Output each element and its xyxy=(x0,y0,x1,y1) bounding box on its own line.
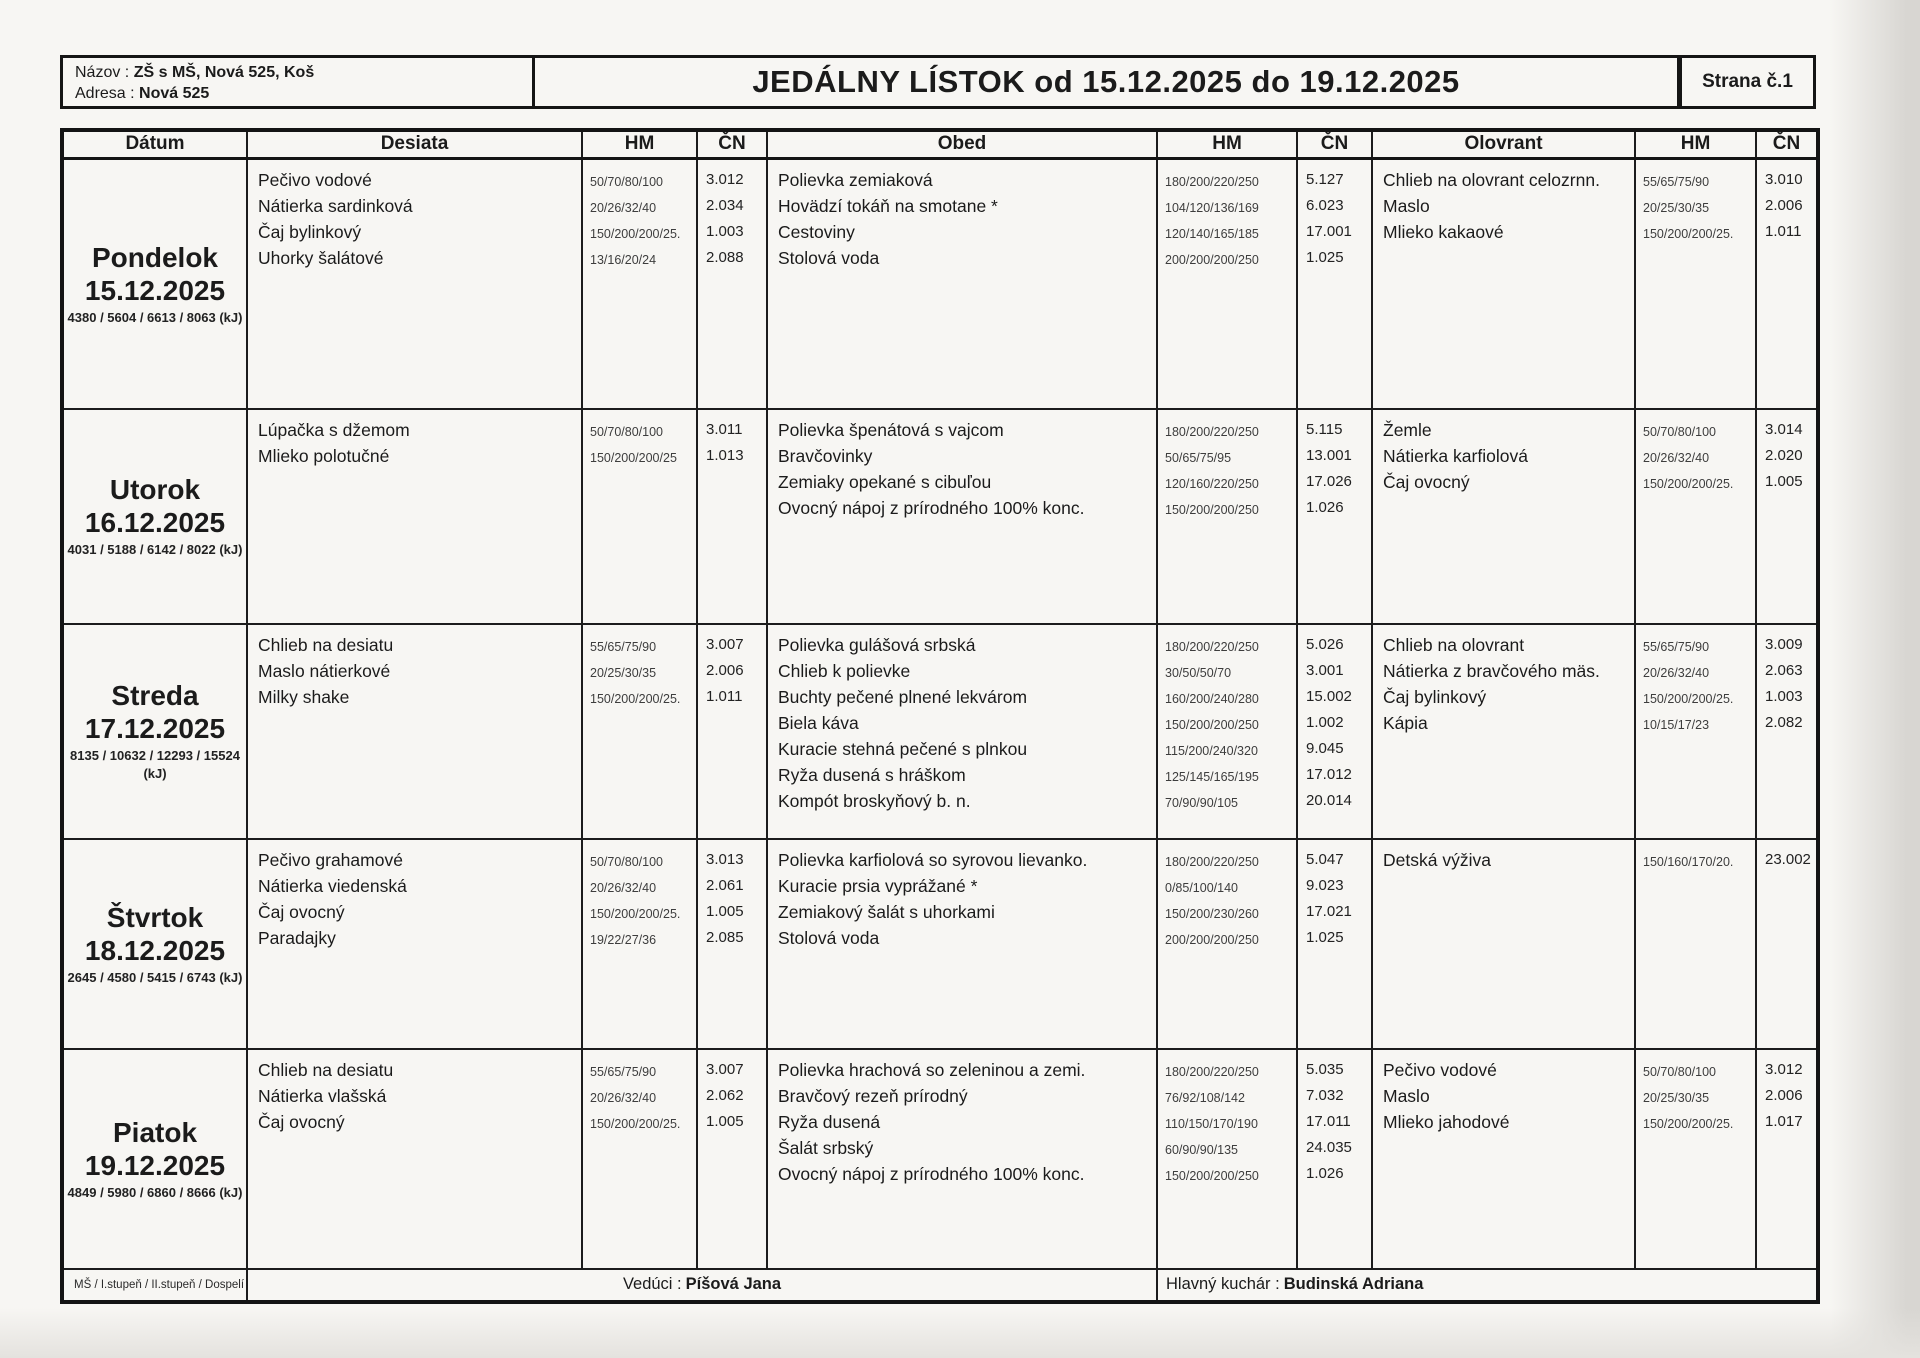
day-name: Pondelok xyxy=(91,241,218,273)
day-date: 15.12.2025 xyxy=(84,274,226,306)
menu-table xyxy=(60,128,1820,1304)
dish-hm: 150/200/200/25. xyxy=(1643,227,1734,241)
dish-hm: 160/200/240/280 xyxy=(1165,691,1259,706)
dish-name: Nátierka z bravčového mäs. xyxy=(1383,660,1600,681)
dish-name: Chlieb k polievke xyxy=(778,660,911,681)
olovrant-items-cell xyxy=(1372,159,1635,409)
desiata-hm-cell xyxy=(582,839,697,1049)
obed-items-cell xyxy=(767,159,1157,409)
dish-hm: 0/85/100/140 xyxy=(1165,880,1238,895)
dish-name: Maslo xyxy=(1383,1085,1430,1106)
desiata-cn-cell xyxy=(697,159,767,409)
dish-cn: 17.026 xyxy=(1306,472,1352,490)
dish-cn: 1.005 xyxy=(1765,472,1803,490)
desiata-cn-cell xyxy=(697,409,767,624)
obed-hm-cell xyxy=(1157,1049,1297,1269)
portion-groups-note: MŠ / I.stupeň / II.stupeň / Dospelí xyxy=(62,1269,247,1302)
day-date-cell xyxy=(62,159,247,409)
dish-name: Pečivo vodové xyxy=(258,170,372,190)
dish-cn: 23.002 xyxy=(1765,850,1811,868)
obed-hm-cell xyxy=(1157,159,1297,409)
col-header-hm-1: HM xyxy=(582,130,697,159)
dish-hm: 20/26/32/40 xyxy=(590,880,657,895)
dish-cn: 3.014 xyxy=(1765,420,1803,438)
dish-hm: 20/26/32/40 xyxy=(590,1090,657,1105)
dish-name: Kápia xyxy=(1383,712,1428,733)
dish-hm: 55/65/75/90 xyxy=(1643,639,1710,654)
dish-name: Chlieb na olovrant celozrnn. xyxy=(1383,170,1600,190)
dish-cn: 3.010 xyxy=(1765,171,1803,188)
dish-hm: 110/150/170/190 xyxy=(1165,1116,1258,1131)
menu-table-body xyxy=(62,159,1818,1269)
dish-cn: 5.026 xyxy=(1306,635,1344,653)
dish-name: Ovocný nápoj z prírodného 100% konc. xyxy=(778,1163,1085,1184)
dish-hm: 120/160/220/250 xyxy=(1165,476,1259,491)
dish-cn: 3.013 xyxy=(706,850,744,868)
dish-name: Ryža dusená s hráškom xyxy=(778,764,966,785)
dish-cn: 1.003 xyxy=(1765,687,1803,705)
day-date-cell xyxy=(62,839,247,1049)
dish-name: Polievka karfiolová so syrovou lievanko. xyxy=(778,849,1088,870)
dish-cn: 3.007 xyxy=(706,635,744,653)
school-info-box xyxy=(60,55,535,109)
nazov-value: ZŠ s MŠ, Nová 525, Koš xyxy=(133,64,315,81)
dish-name: Mlieko jahodové xyxy=(1383,1111,1510,1132)
olovrant-hm-cell xyxy=(1635,159,1756,409)
desiata-hm-cell xyxy=(582,159,697,409)
olovrant-items-cell xyxy=(1372,624,1635,839)
col-header-cn-1: ČN xyxy=(697,130,767,159)
dish-cn: 2.061 xyxy=(706,876,744,894)
dish-hm: 180/200/220/250 xyxy=(1165,175,1259,189)
dish-name: Čaj ovocný xyxy=(258,1111,345,1132)
nazov-label: Názov : xyxy=(75,64,130,81)
dish-hm: 20/26/32/40 xyxy=(590,201,657,215)
dish-hm: 55/65/75/90 xyxy=(590,639,657,654)
olovrant-hm-cell xyxy=(1635,1049,1756,1269)
dish-hm: 10/15/17/23 xyxy=(1643,717,1710,732)
dish-cn: 3.001 xyxy=(1306,661,1344,679)
dish-name: Uhorky šalátové xyxy=(258,248,384,268)
obed-hm-cell xyxy=(1157,839,1297,1049)
day-kj-values: 4380 / 5604 / 6613 / 8063 (kJ) xyxy=(67,309,243,325)
desiata-hm-cell xyxy=(582,409,697,624)
desiata-cn-cell xyxy=(697,839,767,1049)
olovrant-hm-cell xyxy=(1635,839,1756,1049)
obed-cn-cell xyxy=(1297,1049,1372,1269)
olovrant-cn-cell xyxy=(1756,1049,1818,1269)
day-row-utorok xyxy=(62,409,1818,624)
col-header-desiata: Desiata xyxy=(247,130,582,159)
dish-name: Detská výživa xyxy=(1383,849,1491,870)
dish-cn: 3.007 xyxy=(706,1060,744,1078)
dish-hm: 76/92/108/142 xyxy=(1165,1090,1245,1105)
dish-name: Kuracie prsia vyprážané * xyxy=(778,875,978,896)
obed-hm-cell xyxy=(1157,624,1297,839)
dish-name: Ovocný nápoj z prírodného 100% konc. xyxy=(778,497,1085,518)
day-row-streda xyxy=(62,624,1818,839)
olovrant-cn-cell xyxy=(1756,624,1818,839)
adresa-label: Adresa : xyxy=(75,85,135,102)
dish-name: Čaj bylinkový xyxy=(258,222,362,242)
day-name: Štvrtok xyxy=(106,901,204,933)
dish-hm: 180/200/220/250 xyxy=(1165,424,1259,439)
day-row-štvrtok xyxy=(62,839,1818,1049)
dish-name: Bravčový rezeň prírodný xyxy=(778,1085,968,1106)
obed-cn-cell xyxy=(1297,624,1372,839)
dish-cn: 13.001 xyxy=(1306,446,1352,464)
page-number-box xyxy=(1680,55,1816,109)
kuchar-cell xyxy=(1157,1269,1818,1302)
veduci-cell xyxy=(247,1269,1157,1302)
dish-hm: 20/25/30/35 xyxy=(590,665,657,680)
olovrant-items-cell xyxy=(1372,839,1635,1049)
dish-cn: 5.047 xyxy=(1306,850,1344,868)
dish-cn: 17.011 xyxy=(1306,1112,1351,1130)
dish-name: Buchty pečené plnené lekvárom xyxy=(778,686,1028,707)
olovrant-hm-cell xyxy=(1635,409,1756,624)
school-name-line xyxy=(75,62,532,83)
dish-hm: 13/16/20/24 xyxy=(590,253,657,267)
dish-hm: 150/200/200/25. xyxy=(1643,691,1734,706)
olovrant-hm-cell xyxy=(1635,624,1756,839)
desiata-items-cell xyxy=(247,409,582,624)
dish-name: Chlieb na olovrant xyxy=(1383,634,1525,655)
dish-name: Maslo xyxy=(1383,196,1430,216)
dish-cn: 7.032 xyxy=(1306,1086,1344,1104)
dish-cn: 3.009 xyxy=(1765,635,1803,653)
day-date: 16.12.2025 xyxy=(84,507,226,538)
dish-hm: 50/70/80/100 xyxy=(590,424,663,439)
dish-cn: 17.001 xyxy=(1306,223,1352,240)
olovrant-cn-cell xyxy=(1756,839,1818,1049)
dish-cn: 3.011 xyxy=(706,420,743,438)
dish-name: Čaj ovocný xyxy=(258,901,345,922)
menu-table-footer xyxy=(62,1269,1818,1302)
kuchar-name: Budinská Adriana xyxy=(1283,1275,1424,1293)
dish-hm: 104/120/136/169 xyxy=(1165,201,1259,215)
obed-items-cell xyxy=(767,839,1157,1049)
desiata-items-cell xyxy=(247,839,582,1049)
dish-name: Žemle xyxy=(1383,419,1432,440)
dish-name: Nátierka karfiolová xyxy=(1383,445,1528,466)
dish-hm: 200/200/200/250 xyxy=(1165,253,1259,267)
dish-cn: 2.034 xyxy=(706,197,744,214)
day-date: 18.12.2025 xyxy=(84,934,226,966)
dish-hm: 55/65/75/90 xyxy=(1643,175,1710,189)
dish-name: Čaj bylinkový xyxy=(1383,686,1487,707)
dish-cn: 17.021 xyxy=(1306,902,1352,920)
scan-edge-shading xyxy=(1830,0,1920,1358)
page-title: JEDÁLNY LÍSTOK od 15.12.2025 do 19.12.2025 xyxy=(752,64,1460,99)
dish-cn: 1.002 xyxy=(1306,713,1344,731)
dish-cn: 2.006 xyxy=(1765,1086,1803,1104)
day-date-cell xyxy=(62,409,247,624)
dish-name: Nátierka sardinková xyxy=(258,196,413,216)
dish-hm: 50/70/80/100 xyxy=(1643,1064,1716,1079)
dish-hm: 50/70/80/100 xyxy=(1643,424,1716,439)
dish-cn: 24.035 xyxy=(1306,1138,1352,1156)
dish-cn: 1.026 xyxy=(1306,1164,1344,1182)
dish-name: Čaj ovocný xyxy=(1383,471,1470,492)
dish-name: Nátierka viedenská xyxy=(258,875,407,896)
dish-name: Cestoviny xyxy=(778,222,855,242)
dish-hm: 20/25/30/35 xyxy=(1643,201,1710,215)
veduci-label: Vedúci : xyxy=(622,1275,682,1293)
dish-hm: 180/200/220/250 xyxy=(1165,1064,1259,1079)
dish-cn: 2.006 xyxy=(706,661,744,679)
dish-name: Biela káva xyxy=(778,712,859,733)
dish-hm: 150/200/230/260 xyxy=(1165,906,1259,921)
page-number: Strana č.1 xyxy=(1702,71,1793,92)
day-date-cell xyxy=(62,624,247,839)
dish-hm: 150/200/200/25. xyxy=(590,1116,681,1131)
dish-name: Kompót broskyňový b. n. xyxy=(778,790,971,811)
document-header xyxy=(60,55,1816,109)
title-box xyxy=(535,55,1680,109)
dish-cn: 2.006 xyxy=(1765,197,1803,214)
dish-hm: 150/200/200/25. xyxy=(590,227,681,241)
dish-name: Polievka špenátová s vajcom xyxy=(778,419,1004,440)
day-date-cell xyxy=(62,1049,247,1269)
obed-cn-cell xyxy=(1297,409,1372,624)
dish-hm: 200/200/200/250 xyxy=(1165,932,1259,947)
day-kj-values: 4849 / 5980 / 6860 / 8666 (kJ) xyxy=(67,1184,243,1200)
obed-cn-cell xyxy=(1297,159,1372,409)
dish-cn: 2.085 xyxy=(706,928,744,946)
olovrant-cn-cell xyxy=(1756,159,1818,409)
dish-name: Stolová voda xyxy=(778,927,880,948)
dish-name: Milky shake xyxy=(258,686,350,707)
school-address-line xyxy=(75,83,532,104)
desiata-items-cell xyxy=(247,1049,582,1269)
adresa-value: Nová 525 xyxy=(139,85,210,102)
dish-hm: 55/65/75/90 xyxy=(590,1064,657,1079)
dish-cn: 5.035 xyxy=(1306,1060,1344,1078)
day-kj-values: 4031 / 5188 / 6142 / 8022 (kJ) xyxy=(67,542,243,557)
dish-hm: 180/200/220/250 xyxy=(1165,854,1259,869)
day-kj-values: 2645 / 4580 / 5415 / 6743 (kJ) xyxy=(67,969,243,985)
dish-name: Pečivo vodové xyxy=(1383,1059,1497,1080)
dish-name: Paradajky xyxy=(258,927,336,948)
menu-table-header xyxy=(62,130,1818,159)
day-name: Streda xyxy=(111,680,199,711)
obed-items-cell xyxy=(767,409,1157,624)
dish-hm: 70/90/90/105 xyxy=(1165,795,1238,810)
dish-name: Ryža dusená xyxy=(778,1111,881,1132)
day-row-pondelok xyxy=(62,159,1818,409)
col-header-obed: Obed xyxy=(767,130,1157,159)
col-header-cn-3: ČN xyxy=(1756,130,1818,159)
dish-name: Zemiakový šalát s uhorkami xyxy=(778,901,995,922)
day-kj-values: 8135 / 10632 / 12293 / 15524 (kJ) xyxy=(70,748,240,781)
dish-name: Mlieko kakaové xyxy=(1383,222,1504,242)
dish-hm: 150/200/200/25 xyxy=(590,450,677,465)
olovrant-items-cell xyxy=(1372,409,1635,624)
dish-hm: 50/65/75/95 xyxy=(1165,450,1232,465)
olovrant-cn-cell xyxy=(1756,409,1818,624)
dish-hm: 120/140/165/185 xyxy=(1165,227,1259,241)
dish-hm: 30/50/50/70 xyxy=(1165,665,1232,680)
dish-cn: 15.002 xyxy=(1306,687,1352,705)
obed-hm-cell xyxy=(1157,409,1297,624)
dish-hm: 115/200/240/320 xyxy=(1165,743,1258,758)
dish-name: Maslo nátierkové xyxy=(258,660,391,681)
dish-name: Hovädzí tokáň na smotane * xyxy=(778,196,998,216)
dish-hm: 60/90/90/135 xyxy=(1165,1142,1238,1157)
dish-name: Nátierka vlašská xyxy=(258,1085,387,1106)
dish-name: Bravčovinky xyxy=(778,445,873,466)
dish-hm: 125/145/165/195 xyxy=(1165,769,1259,784)
desiata-items-cell xyxy=(247,624,582,839)
desiata-hm-cell xyxy=(582,1049,697,1269)
day-date: 17.12.2025 xyxy=(84,713,226,744)
dish-hm: 20/26/32/40 xyxy=(1643,665,1710,680)
dish-cn: 2.020 xyxy=(1765,446,1803,464)
veduci-name: Píšová Jana xyxy=(685,1275,782,1293)
dish-name: Stolová voda xyxy=(778,248,880,268)
desiata-hm-cell xyxy=(582,624,697,839)
obed-items-cell xyxy=(767,1049,1157,1269)
dish-name: Polievka hrachová so zeleninou a zemi. xyxy=(778,1059,1086,1080)
dish-name: Šalát srbský xyxy=(778,1137,874,1158)
dish-cn: 2.063 xyxy=(1765,661,1803,679)
dish-hm: 20/25/30/35 xyxy=(1643,1090,1710,1105)
day-name: Utorok xyxy=(109,474,201,505)
dish-cn: 3.012 xyxy=(706,171,744,188)
dish-cn: 1.026 xyxy=(1306,498,1344,516)
dish-cn: 1.025 xyxy=(1306,928,1344,946)
desiata-cn-cell xyxy=(697,624,767,839)
dish-cn: 5.127 xyxy=(1306,171,1344,188)
dish-hm: 19/22/27/36 xyxy=(590,932,657,947)
dish-cn: 5.115 xyxy=(1306,420,1343,438)
dish-hm: 150/200/200/250 xyxy=(1165,502,1259,517)
dish-cn: 17.012 xyxy=(1306,765,1352,783)
dish-cn: 3.012 xyxy=(1765,1060,1803,1078)
day-date: 19.12.2025 xyxy=(84,1149,226,1181)
dish-name: Chlieb na desiatu xyxy=(258,634,394,655)
dish-name: Zemiaky opekané s cibuľou xyxy=(778,471,992,492)
dish-name: Mlieko polotučné xyxy=(258,445,390,466)
kuchar-label: Hlavný kuchár : xyxy=(1166,1275,1280,1293)
dish-hm: 50/70/80/100 xyxy=(590,854,663,869)
dish-cn: 6.023 xyxy=(1306,197,1344,214)
dish-hm: 150/200/200/250 xyxy=(1165,1168,1259,1183)
dish-cn: 9.023 xyxy=(1306,876,1344,894)
col-header-hm-3: HM xyxy=(1635,130,1756,159)
dish-cn: 9.045 xyxy=(1306,739,1344,757)
col-header-hm-2: HM xyxy=(1157,130,1297,159)
dish-cn: 2.062 xyxy=(706,1086,744,1104)
obed-items-cell xyxy=(767,624,1157,839)
dish-name: Pečivo grahamové xyxy=(258,849,403,870)
dish-hm: 150/160/170/20. xyxy=(1643,854,1734,869)
obed-cn-cell xyxy=(1297,839,1372,1049)
dish-name: Polievka gulášová srbská xyxy=(778,634,976,655)
dish-name: Chlieb na desiatu xyxy=(258,1059,394,1080)
dish-hm: 180/200/220/250 xyxy=(1165,639,1259,654)
scan-edge-shading-bottom xyxy=(0,1308,1920,1358)
dish-hm: 150/200/200/25. xyxy=(1643,476,1734,491)
dish-cn: 1.017 xyxy=(1765,1112,1803,1130)
dish-cn: 1.025 xyxy=(1306,249,1344,266)
dish-cn: 1.005 xyxy=(706,1112,744,1130)
dish-hm: 150/200/200/250 xyxy=(1165,717,1259,732)
olovrant-items-cell xyxy=(1372,1049,1635,1269)
col-header-olovrant: Olovrant xyxy=(1372,130,1635,159)
dish-cn: 2.082 xyxy=(1765,713,1803,731)
dish-hm: 150/200/200/25. xyxy=(590,906,681,921)
dish-cn: 1.003 xyxy=(706,223,744,240)
col-header-datum: Dátum xyxy=(62,130,247,159)
dish-cn: 1.011 xyxy=(706,687,743,705)
day-row-piatok xyxy=(62,1049,1818,1269)
desiata-items-cell xyxy=(247,159,582,409)
dish-hm: 50/70/80/100 xyxy=(590,175,663,189)
dish-cn: 1.011 xyxy=(1765,223,1802,240)
col-header-cn-2: ČN xyxy=(1297,130,1372,159)
day-name: Piatok xyxy=(112,1116,198,1148)
dish-cn: 1.005 xyxy=(706,902,744,920)
table-footer-row xyxy=(62,1269,1818,1302)
dish-hm: 150/200/200/25. xyxy=(1643,1116,1734,1131)
dish-name: Polievka zemiaková xyxy=(778,170,933,190)
desiata-cn-cell xyxy=(697,1049,767,1269)
dish-cn: 2.088 xyxy=(706,249,744,266)
dish-cn: 20.014 xyxy=(1306,791,1352,809)
dish-cn: 1.013 xyxy=(706,446,744,464)
dish-name: Lúpačka s džemom xyxy=(258,419,410,440)
dish-hm: 150/200/200/25. xyxy=(590,691,681,706)
dish-name: Kuracie stehná pečené s plnkou xyxy=(778,738,1028,759)
dish-hm: 20/26/32/40 xyxy=(1643,450,1710,465)
